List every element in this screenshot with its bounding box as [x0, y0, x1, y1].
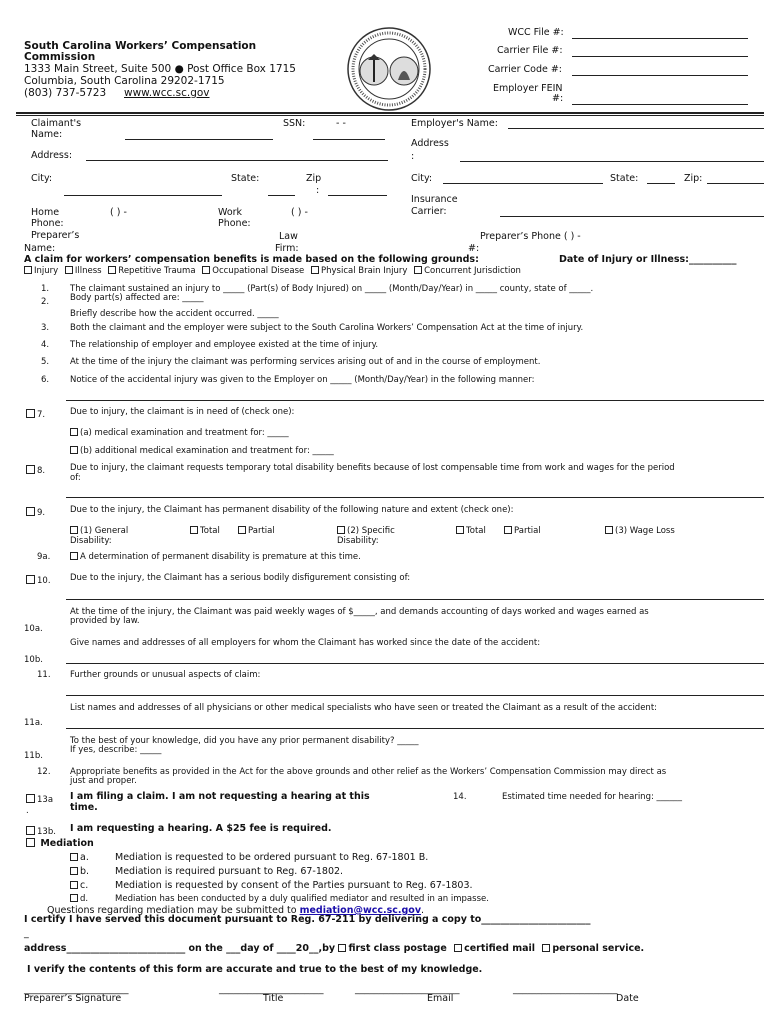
general-disability-option[interactable]: (1) General	[70, 526, 128, 536]
claimant-zip-label: Zip	[306, 173, 322, 184]
claimant-address-label: Address:	[31, 150, 73, 161]
item-3-number: 3.	[41, 323, 50, 333]
claimant-name-label2: Name:	[31, 129, 63, 140]
org-address1: 1333 Main Street, Suite 500 ● Post Office Box 1715	[24, 63, 296, 75]
mediation-option-a[interactable]: a.	[70, 852, 89, 863]
org-name-line1: South Carolina Workers’ Compensation	[24, 40, 257, 52]
work-phone-label: Work	[218, 207, 243, 218]
employer-city-label: City:	[411, 173, 433, 184]
preparer-phone-label2: #:	[468, 243, 480, 254]
preparer-signature-label: Preparer’s Signature	[24, 993, 122, 1004]
general-partial-option[interactable]: Partial	[238, 526, 275, 536]
certified-mail-checkbox[interactable]: certified mail	[454, 943, 535, 954]
mediation-email-link[interactable]: mediation@wcc.sc.gov	[299, 905, 422, 916]
item-10a-text: At the time of the injury, the Claimant was paid weekly wages of $_____, and demands accounting of days worked and wages earned as	[70, 607, 649, 617]
employer-address-input[interactable]	[460, 161, 764, 162]
employer-address-label: Address	[411, 138, 449, 149]
state-seal-icon	[346, 26, 432, 112]
mediation-option-c[interactable]: c.	[70, 880, 88, 891]
illness-checkbox[interactable]: Illness	[65, 266, 102, 276]
preparer-name-label: Preparer’s	[31, 230, 80, 241]
certify-statement: I certify I have served this document pursuant to Reg. 67-211 by delivering a copy to_______________________	[24, 914, 591, 925]
insurance-input[interactable]	[500, 216, 764, 217]
employer-zip-label: Zip:	[684, 173, 703, 184]
item-7a-option[interactable]: (a) medical examination and treatment for: _____	[70, 428, 289, 438]
carrier-code-label: Carrier Code #:	[488, 64, 563, 75]
employer-zip-input[interactable]	[707, 183, 764, 184]
item-8-text: Due to injury, the claimant requests temporary total disability benefits because of lost compensable time from work and wages for the period	[70, 463, 675, 473]
personal-service-checkbox[interactable]: personal service.	[542, 943, 644, 954]
item-11b-text2: If yes, describe: _____	[70, 745, 162, 755]
item-4-number: 4.	[41, 340, 50, 350]
item-1-number: 1.	[41, 284, 50, 294]
work-phone-input[interactable]: ( ) -	[291, 207, 308, 218]
mediation-option-b-text: Mediation is required pursuant to Reg. 67-1802.	[115, 866, 344, 877]
ssn-label: SSN:	[283, 118, 306, 129]
item-12-text2: just and proper.	[70, 776, 137, 786]
item-2-description: Briefly describe how the accident occurred. _____	[70, 309, 279, 319]
item-11a-input[interactable]	[66, 728, 764, 729]
item-8-text2: of:	[70, 473, 81, 483]
item-10b-text: Give names and addresses of all employers for whom the Claimant has worked since the date of the accident:	[70, 638, 541, 648]
item-4-text: The relationship of employer and employee existed at the time of injury.	[70, 340, 379, 350]
claimant-zip-input[interactable]	[328, 195, 387, 196]
mediation-option-c-text: Mediation is requested by consent of the Parties pursuant to Reg. 67-1803.	[115, 880, 473, 891]
general-disability-label2: Disability:	[70, 536, 112, 546]
employer-fein-label2: #:	[552, 93, 564, 104]
date-of-injury-label[interactable]: Date of Injury or Illness:__________	[559, 254, 737, 265]
claimant-city-label: City:	[31, 173, 53, 184]
claimant-zip-label2: :	[316, 185, 320, 196]
preparer-phone-label: Preparer’s Phone ( ) -	[480, 231, 581, 242]
item-8-checkbox[interactable]: 8.	[26, 465, 45, 476]
insurance-label: Insurance	[411, 194, 458, 205]
ssn-input[interactable]	[313, 139, 385, 140]
wcc-file-label: WCC File #:	[508, 27, 564, 38]
employer-city-input[interactable]	[443, 183, 603, 184]
specific-total-option[interactable]: Total	[456, 526, 486, 536]
mediation-option-b[interactable]: b.	[70, 866, 89, 877]
claimant-address-input[interactable]	[86, 160, 388, 161]
email-label: Email	[427, 993, 454, 1004]
certify-line2: address_________________________ on the ___day of ____20__,by first class postage certified mail personal service.	[24, 943, 645, 954]
claimant-name-label: Claimant's	[31, 118, 82, 129]
item-9a-checkbox[interactable]: A determination of permanent disability is premature at this time.	[70, 552, 361, 562]
employer-address-label2: :	[411, 151, 415, 162]
item-13a-text2: time.	[70, 802, 98, 813]
item-9-text: Due to the injury, the Claimant has permanent disability of the following nature and extent (check one):	[70, 505, 514, 515]
employer-fein-label: Employer FEIN	[493, 83, 563, 94]
item-11-input[interactable]	[66, 695, 764, 696]
item-11b-number: 11b.	[24, 751, 43, 761]
title-label: Title	[263, 993, 284, 1004]
mediation-checkbox[interactable]: Mediation	[26, 838, 94, 849]
claimant-state-input[interactable]	[268, 195, 295, 196]
header-rule	[16, 112, 764, 114]
mediation-questions: Questions regarding mediation may be submitted to mediation@wcc.sc.gov.	[47, 905, 425, 916]
occupational-disease-checkbox[interactable]: Occupational Disease	[202, 266, 304, 276]
home-phone-input[interactable]: ( ) -	[110, 207, 127, 218]
item-13a-text: I am filing a claim. I am not requesting a hearing at this	[70, 791, 370, 802]
item-2-number: 2.	[41, 297, 50, 307]
carrier-file-input[interactable]	[572, 56, 748, 57]
item-5-text: At the time of the injury the claimant was performing services arising out of and in the course of employment.	[70, 357, 541, 367]
concurrent-jurisdiction-checkbox[interactable]: Concurrent Jurisdiction	[414, 266, 521, 276]
item-11-number: 11.	[37, 670, 51, 680]
employer-state-input[interactable]	[647, 183, 675, 184]
mediation-option-d[interactable]: d.	[70, 894, 88, 904]
item-10-text: Due to the injury, the Claimant has a serious bodily disfigurement consisting of:	[70, 573, 411, 583]
claim-type-options	[24, 266, 521, 276]
item-10a-number: 10a.	[24, 624, 43, 634]
physical-brain-injury-checkbox[interactable]: Physical Brain Injury	[311, 266, 407, 276]
item-10-input[interactable]	[66, 599, 764, 600]
item-12-number: 12.	[37, 767, 51, 777]
item-5-number: 5.	[41, 357, 50, 367]
home-phone-label2: Phone:	[31, 218, 64, 229]
item-10a-text2: provided by law.	[70, 616, 140, 626]
injury-checkbox[interactable]: Injury	[24, 266, 58, 276]
item-13b-checkbox[interactable]: 13b.	[26, 826, 56, 837]
claimant-name-input[interactable]	[125, 139, 273, 140]
item-11-text: Further grounds or unusual aspects of claim:	[70, 670, 261, 680]
insurance-label2: Carrier:	[411, 206, 447, 217]
org-phone: (803) 737-5723	[24, 87, 107, 99]
general-total-option[interactable]: Total	[190, 526, 220, 536]
date-input[interactable]: ______________________	[513, 984, 618, 995]
item-9-checkbox[interactable]: 9.	[26, 507, 45, 518]
item-13a-dot: .	[26, 806, 29, 816]
item-10-checkbox[interactable]: 10.	[26, 575, 51, 586]
specific-disability-label2: Disability:	[337, 536, 379, 546]
law-firm-label: Law	[279, 231, 298, 242]
first-class-postage-checkbox[interactable]: first class postage	[338, 943, 446, 954]
email-input[interactable]: ______________________	[355, 984, 460, 995]
item-6-number: 6.	[41, 375, 50, 385]
specific-partial-option[interactable]: Partial	[504, 526, 541, 536]
employer-fein-input[interactable]	[572, 104, 748, 105]
preparer-name-label2: Name:	[24, 243, 56, 254]
item-9a-number: 9a.	[37, 552, 51, 562]
certify-dash: _	[24, 928, 29, 939]
preparer-signature-input[interactable]: ______________________	[24, 984, 129, 995]
mediation-option-a-text: Mediation is requested to be ordered pursuant to Reg. 67-1801 B.	[115, 852, 429, 863]
carrier-file-label: Carrier File #:	[497, 45, 563, 56]
item-10b-number: 10b.	[24, 655, 43, 665]
org-name-line2: Commission	[24, 51, 96, 63]
item-14-number: 14.	[453, 792, 467, 802]
ssn-separator: - -	[336, 118, 346, 129]
item-7-text: Due to injury, the claimant is in need of (check one):	[70, 407, 295, 417]
employer-name-label: Employer's Name:	[411, 118, 498, 129]
specific-disability-option[interactable]: (2) Specific	[337, 526, 395, 536]
item-11a-text: List names and addresses of all physicians or other medical specialists who have seen or treated the Claimant as a result of the accident:	[70, 703, 658, 713]
mediation-option-d-text: Mediation has been conducted by a duly qualified mediator and resulted in an impasse.	[115, 894, 489, 904]
work-phone-label2: Phone:	[218, 218, 251, 229]
carrier-code-input[interactable]	[572, 75, 748, 76]
grounds-heading: A claim for workers’ compensation benefits is made based on the following grounds:	[24, 254, 479, 265]
item-6-input[interactable]	[66, 400, 764, 401]
item-3-text: Both the claimant and the employer were subject to the South Carolina Workers’ Compensation Act at the time of injury.	[70, 323, 584, 333]
employer-name-input[interactable]	[508, 128, 764, 129]
item-11a-number: 11a.	[24, 718, 43, 728]
item-7b-option[interactable]: (b) additional medical examination and treatment for: _____	[70, 446, 334, 456]
law-firm-label2: Firm:	[275, 243, 299, 254]
item-1-text: The claimant sustained an injury to _____ (Part(s) of Body Injured) on _____ (Month/Day/Year) in _____ county, state of _____.	[70, 284, 594, 294]
item-12-text: Appropriate benefits as provided in the Act for the above grounds and other relief as the Workers’ Compensation Commission may direct as	[70, 767, 667, 777]
wcc-file-input[interactable]	[572, 38, 748, 39]
wage-loss-option[interactable]: (3) Wage Loss	[605, 526, 675, 536]
item-10b-input[interactable]	[66, 663, 764, 664]
employer-state-label: State:	[610, 173, 639, 184]
item-11b-text: To the best of your knowledge, did you have any prior permanent disability? _____	[70, 736, 419, 746]
claimant-state-label: State:	[231, 173, 260, 184]
item-13b-text: I am requesting a hearing. A $25 fee is required.	[70, 823, 332, 834]
header-rule-2	[16, 115, 764, 116]
item-2-text: Body part(s) affected are: _____	[70, 293, 204, 303]
item-13a-checkbox[interactable]: 13a	[26, 794, 53, 805]
verify-statement: I verify the contents of this form are accurate and true to the best of my knowledge.	[27, 964, 483, 975]
item-6-text: Notice of the accidental injury was given to the Employer on _____ (Month/Day/Year) in the following manner:	[70, 375, 535, 385]
claimant-city-input[interactable]	[64, 195, 222, 196]
org-website-link[interactable]: www.wcc.sc.gov	[124, 87, 210, 99]
item-8-input[interactable]	[66, 497, 764, 498]
title-input[interactable]: ______________________	[219, 984, 324, 995]
home-phone-label: Home	[31, 207, 60, 218]
org-address2: Columbia, South Carolina 29202-1715	[24, 75, 225, 87]
item-14-text[interactable]: Estimated time needed for hearing: ______	[502, 792, 683, 802]
date-label: Date	[616, 993, 639, 1004]
item-7-checkbox[interactable]: 7.	[26, 409, 45, 420]
repetitive-trauma-checkbox[interactable]: Repetitive Trauma	[108, 266, 195, 276]
